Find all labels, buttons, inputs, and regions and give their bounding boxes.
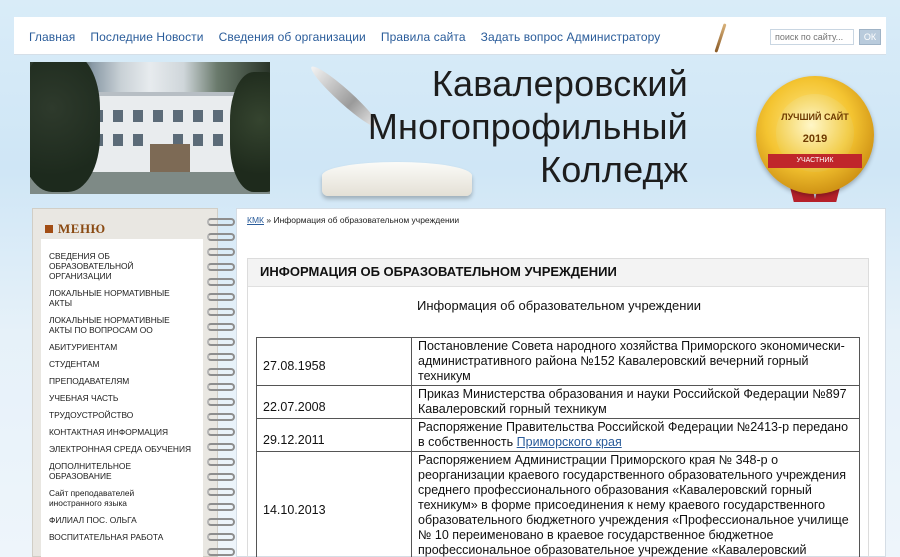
menu-item[interactable] (41, 288, 203, 308)
menu-item[interactable] (41, 515, 203, 525)
menu-item-label-line: ФИЛИАЛ ПОС. ОЛЬГА (49, 515, 137, 525)
menu-item-label-line: ОРГАНИЗАЦИИ (49, 271, 112, 281)
breadcrumb-root-link[interactable]: КМК (247, 215, 264, 225)
spiral-ring (207, 548, 235, 556)
spiral-ring (207, 518, 235, 526)
article-heading: ИНФОРМАЦИЯ ОБ ОБРАЗОВАТЕЛЬНОМ УЧРЕЖДЕНИИ (248, 259, 868, 287)
table-cell-date: 22.07.2008 (257, 386, 412, 419)
spiral-ring (207, 323, 235, 331)
spiral-ring (207, 368, 235, 376)
description-line: в собственность (418, 435, 514, 449)
description-line: техникум (418, 369, 471, 383)
site-title-line-2: Многопрофильный (367, 106, 688, 147)
award-badge-ribbon: УЧАСТНИК (768, 154, 862, 168)
table-row (257, 452, 860, 557)
description-line: № 10 переименовано в краевое государственное бюджетное (418, 528, 774, 542)
menu-item[interactable] (41, 376, 203, 386)
description-line: Распоряжение Правительства Российской Федерации №2413-р передано (418, 420, 849, 434)
spiral-ring (207, 503, 235, 511)
table-cell-date: 29.12.2011 (257, 419, 412, 452)
menu-item[interactable] (41, 251, 203, 281)
breadcrumb-separator: » (266, 215, 272, 225)
menu-item[interactable] (41, 359, 203, 369)
pen-decoration-icon (714, 23, 726, 52)
site-title-line-1: Кавалеровский (431, 63, 688, 104)
primorsky-krai-link[interactable]: Приморского края (516, 435, 622, 449)
spiral-ring (207, 443, 235, 451)
spiral-ring (207, 308, 235, 316)
menu-item-label-line: иностранного языка (49, 498, 127, 508)
menu-item[interactable] (41, 444, 203, 454)
spiral-ring (207, 278, 235, 286)
nav-latest-news[interactable]: Последние Новости (90, 30, 204, 44)
menu-item-label-line: ВОСПИТАТЕЛЬНАЯ РАБОТА (49, 532, 164, 542)
menu-item[interactable] (41, 532, 203, 542)
spiral-ring (207, 533, 235, 541)
menu-item-label-line: СВЕДЕНИЯ ОБ (49, 251, 110, 261)
description-line: техникум» в форме присоединения к нему краевого государственного (418, 498, 826, 512)
menu-item-label-line: ЛОКАЛЬНЫЕ НОРМАТИВНЫЕ (49, 288, 170, 298)
menu-item-label-line: УЧЕБНАЯ ЧАСТЬ (49, 393, 119, 403)
menu-item[interactable] (41, 461, 203, 481)
description-line: Приказ Министерства образования и науки Российской Федерации №897 (418, 387, 847, 401)
menu-item-label-line: КОНТАКТНАЯ ИНФОРМАЦИЯ (49, 427, 169, 437)
award-badge-title: ЛУЧШИЙ САЙТ (781, 112, 849, 122)
menu-item-label-line: ЭЛЕКТРОННАЯ СРЕДА ОБУЧЕНИЯ (49, 444, 192, 454)
table-cell-date: 14.10.2013 (257, 452, 412, 557)
nav-site-rules[interactable]: Правила сайта (380, 30, 466, 44)
top-navigation-bar (14, 17, 886, 55)
spiral-ring (207, 488, 235, 496)
description-line: Постановление Совета народного хозяйства Приморского экономически- (418, 339, 845, 353)
description-line: Распоряжением Администрации Приморского края № 348-р о (418, 453, 779, 467)
description-line: реорганизации краевого государственного образовательного учреждения (418, 468, 846, 482)
site-title-line-3: Колледж (540, 149, 688, 190)
search-button[interactable]: ОК (859, 29, 881, 45)
table-row (257, 419, 860, 452)
history-table (256, 337, 860, 557)
sidebar-menu (32, 208, 218, 557)
menu-bullet-icon (45, 225, 53, 233)
spiral-ring (207, 338, 235, 346)
menu-item-label-line: ПРЕПОДАВАТЕЛЯМ (49, 376, 130, 386)
menu-item-label-line: ТРУДОУСТРОЙСТВО (49, 410, 134, 420)
description-line: административного района №152 Кавалеровский вечерний горный (418, 354, 809, 368)
spiral-ring (207, 233, 235, 241)
spiral-ring (207, 428, 235, 436)
menu-title-label: МЕНЮ (58, 221, 106, 236)
site-title (368, 62, 688, 191)
best-site-award-badge (756, 76, 874, 194)
table-cell-description (412, 386, 860, 419)
spiral-ring (207, 398, 235, 406)
menu-list (41, 239, 203, 557)
table-row (257, 338, 860, 386)
article-panel (247, 258, 869, 557)
menu-item-label-line: ЛОКАЛЬНЫЕ НОРМАТИВНЫЕ (49, 315, 170, 325)
menu-item[interactable] (41, 427, 203, 437)
main-content (236, 208, 886, 557)
menu-item[interactable] (41, 410, 203, 420)
college-building-photo (30, 62, 270, 194)
nav-ask-admin[interactable]: Задать вопрос Администратору (480, 30, 661, 44)
description-line: Кавалеровский горный техникум (418, 402, 607, 416)
table-row (257, 386, 860, 419)
menu-item-label-line: СТУДЕНТАМ (49, 359, 100, 369)
menu-item-label-line: АКТЫ (49, 298, 72, 308)
menu-item-label-line: АБИТУРИЕНТАМ (49, 342, 118, 352)
spiral-ring (207, 413, 235, 421)
menu-item[interactable] (41, 315, 203, 335)
menu-item-label-line: ОБРАЗОВАНИЕ (49, 471, 112, 481)
article-subtitle: Информация об образовательном учреждении (417, 298, 701, 313)
menu-item[interactable] (41, 342, 203, 352)
spiral-ring (207, 248, 235, 256)
menu-item-label-line: ДОПОЛНИТЕЛЬНОЕ (49, 461, 132, 471)
site-header (30, 62, 888, 200)
nav-home[interactable]: Главная (29, 30, 76, 44)
table-cell-description (412, 452, 860, 557)
description-line: среднего профессионального образования «Кавалеровский горный (418, 483, 812, 497)
spiral-ring (207, 218, 235, 226)
table-cell-description (412, 419, 860, 452)
table-cell-description (412, 338, 860, 386)
nav-organization-info[interactable]: Сведения об организации (218, 30, 366, 44)
menu-item[interactable] (41, 393, 203, 403)
description-line: образовательного бюджетного учреждения «Профессиональное училище (418, 513, 849, 527)
award-badge-year: 2019 (802, 133, 828, 145)
breadcrumb-current: Информация об образовательном учреждении (273, 215, 460, 225)
breadcrumb (247, 215, 459, 225)
notebook-spiral-decoration (207, 218, 235, 557)
menu-title (45, 221, 106, 237)
spiral-ring (207, 473, 235, 481)
menu-item-label-line: Сайт преподавателей (49, 488, 135, 498)
search-input[interactable] (770, 29, 854, 45)
spiral-ring (207, 353, 235, 361)
spiral-ring (207, 293, 235, 301)
menu-item-label-line: ОБРАЗОВАТЕЛЬНОЙ (49, 261, 134, 271)
spiral-ring (207, 458, 235, 466)
menu-item[interactable] (41, 488, 203, 508)
table-cell-date: 27.08.1958 (257, 338, 412, 386)
spiral-ring (207, 383, 235, 391)
description-line: профессиональное образовательное учреждение «Кавалеровский (418, 543, 807, 557)
spiral-ring (207, 263, 235, 271)
main-nav (29, 30, 675, 44)
menu-item-label-line: АКТЫ ПО ВОПРОСАМ ОО (49, 325, 153, 335)
